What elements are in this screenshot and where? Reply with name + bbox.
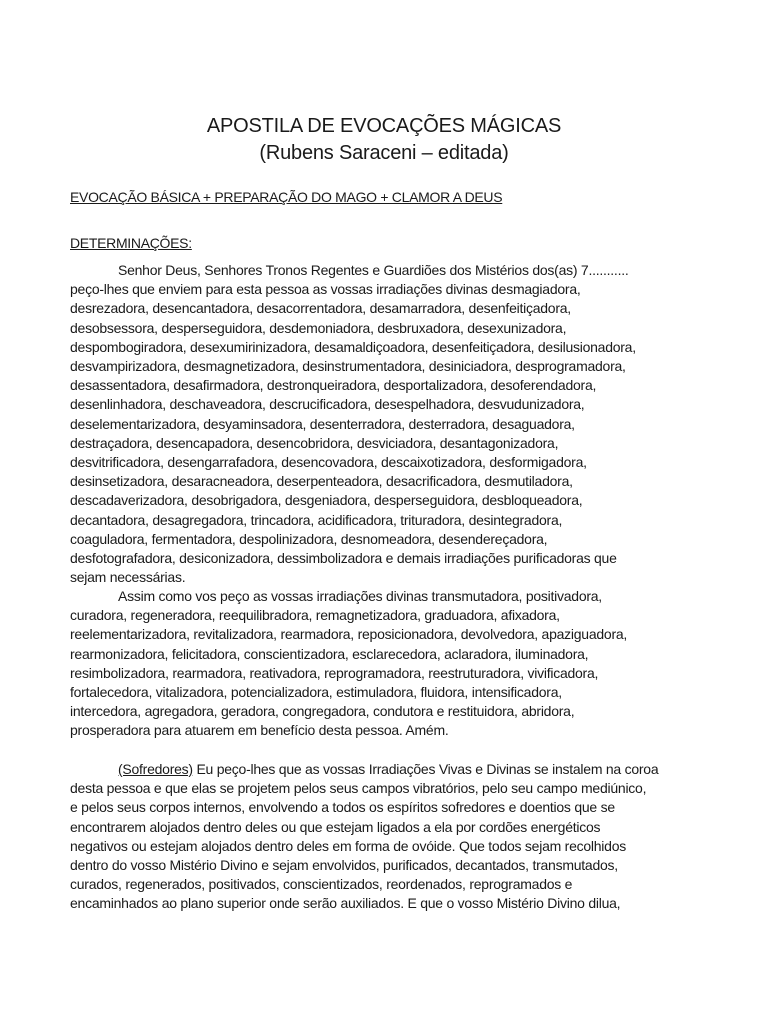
text-line: desta pessoa e que elas se projetem pelos seus campos vibratórios, pelo seu campo mediúnico,	[70, 780, 647, 797]
title-block	[0, 113, 768, 167]
text-line: resimbolizadora, rearmadora, reativadora, reprogramadora, reestruturadora, vivificadora,	[70, 664, 599, 681]
text-line: sejam necessárias.	[70, 569, 186, 586]
sofredores-tag: (Sofredores)	[118, 761, 193, 777]
text-line: negativos ou estejam alojados dentro deles em forma de ovóide. Que todos sejam recolhidos	[70, 837, 626, 854]
text-line: coaguladora, fermentadora, despolinizadora, desnomeadora, desendereçadora,	[70, 530, 548, 547]
text-line: desobsessora, desperseguidora, desdemoniadora, desbruxadora, desexunizadora,	[70, 319, 567, 336]
text-line: peço-lhes que enviem para esta pessoa as vossas irradiações divinas desmagiadora,	[70, 281, 581, 298]
text-line: curados, regenerados, positivados, conscientizados, reordenados, reprogramados e	[70, 876, 573, 893]
text-line: decantadora, desagregadora, trincadora, acidificadora, trituradora, desintegradora,	[70, 511, 563, 528]
text-line: desvampirizadora, desmagnetizadora, desinstrumentadora, desiniciadora, desprogramadora,	[70, 358, 626, 375]
determinacoes-heading: DETERMINAÇÕES:	[70, 235, 192, 251]
section-heading: EVOCAÇÃO BÁSICA + PREPARAÇÃO DO MAGO + CLAMOR A DEUS	[70, 189, 503, 205]
paragraph-sofredores-first-line	[70, 760, 720, 779]
text-line: desfotografadora, desiconizadora, dessimbolizadora e demais irradiações purificadoras que	[70, 550, 617, 567]
text-line: descadaverizadora, desobrigadora, desgeniadora, desperseguidora, desbloqueadora,	[70, 492, 583, 509]
text-line: fortalecedora, vitalizadora, potencializadora, estimuladora, fluidora, intensificadora,	[70, 684, 562, 701]
text-line: desassentadora, desafirmadora, destronqueiradora, desportalizadora, desoferendadora,	[70, 377, 597, 394]
text-line: despombogiradora, desexumirinizadora, desamaldiçoadora, desenfeitiçadora, desilusionadora,	[70, 338, 636, 355]
document-title: APOSTILA DE EVOCAÇÕES MÁGICAS	[206, 115, 562, 137]
paragraph-sofredores	[70, 760, 720, 914]
text-line: rearmonizadora, felicitadora, conscientizadora, esclarecedora, aclaradora, iluminadora,	[70, 645, 589, 662]
text-line: encaminhados ao plano superior onde serão auxiliados. E que o vosso Mistério Divino dilua,	[70, 895, 621, 912]
text-line: dentro do vosso Mistério Divino e sejam envolvidos, purificados, decantados, transmutados,	[70, 857, 618, 874]
text-line: desinsetizadora, desaracneadora, deserpenteadora, desacrificadora, desmutiladora,	[70, 473, 573, 490]
document-subtitle: (Rubens Saraceni – editada)	[259, 142, 509, 164]
text-line: deselementarizadora, desyaminsadora, desenterradora, desterradora, desaguadora,	[70, 415, 575, 432]
text-line: desrezadora, desencantadora, desacorrentadora, desamarradora, desenfeitiçadora,	[70, 300, 571, 317]
text-line: Assim como vos peço as vossas irradiações divinas transmutadora, positivadora,	[118, 588, 602, 604]
text-line: desenlinhadora, deschaveadora, descrucificadora, desespelhadora, desvudunizadora,	[70, 396, 585, 413]
text-line: curadora, regeneradora, reequilibradora, remagnetizadora, graduadora, afixadora,	[70, 607, 560, 624]
paragraph-determinacoes	[70, 261, 720, 587]
text-line: encontrarem alojados dentro deles ou que estejam ligados a ela por cordões energéticos	[70, 818, 601, 835]
text-line: desvitrificadora, desengarrafadora, desencovadora, descaixotizadora, desformigadora,	[70, 454, 587, 471]
text-line: prosperadora para atuarem em benefício desta pessoa. Amém.	[70, 722, 449, 739]
text-line: intercedora, agregadora, geradora, congregadora, condutora e restituidora, abridora,	[70, 703, 575, 720]
text-line: Senhor Deus, Senhores Tronos Regentes e Guardiões dos Mistérios dos(as) 7...........	[118, 262, 629, 278]
text-line: reelementarizadora, revitalizadora, rearmadora, reposicionadora, devolvedora, apaziguadora,	[70, 626, 628, 643]
paragraph-transmutadora	[70, 587, 720, 741]
sofredores-first-line-text: Eu peço-lhes que as vossas Irradiações Vivas e Divinas se instalem na coroa	[192, 761, 659, 777]
text-line: destraçadora, desencapadora, desencobridora, desviciadora, desantagonizadora,	[70, 434, 559, 451]
text-line: e pelos seus corpos internos, envolvendo a todos os espíritos sofredores e doentios que se	[70, 799, 615, 816]
